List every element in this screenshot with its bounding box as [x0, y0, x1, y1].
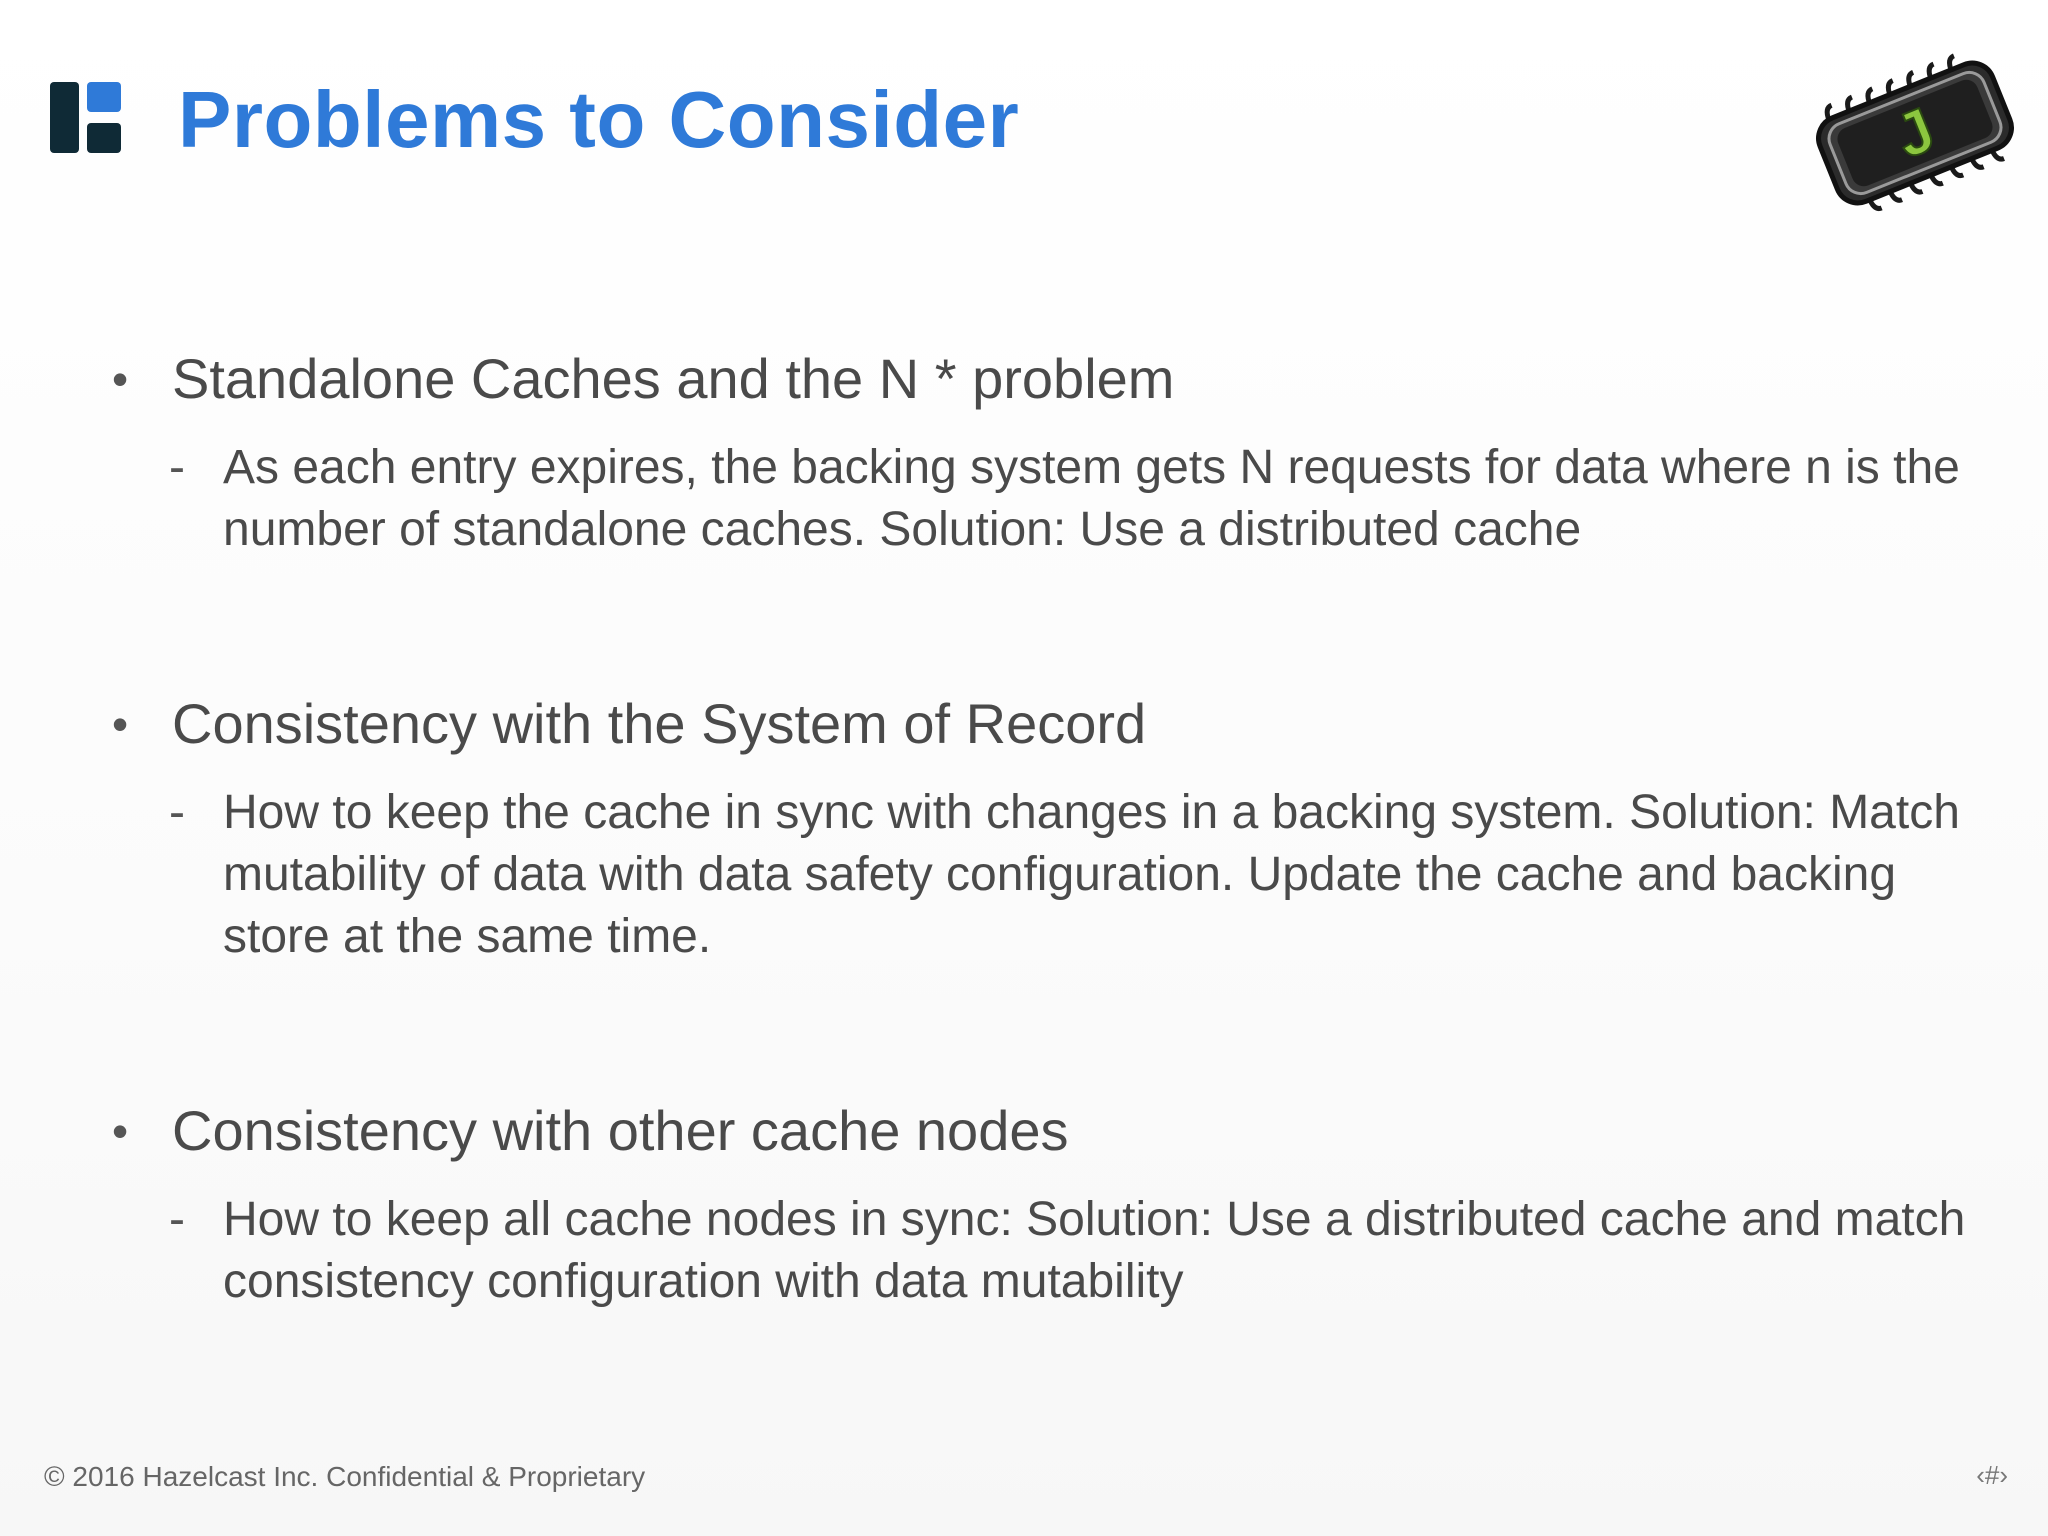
bullet-item [112, 690, 1983, 758]
chip-letter: J [1886, 95, 1945, 172]
footer-copyright: © 2016 Hazelcast Inc. Confidential & Proprietary [44, 1461, 646, 1492]
sub-bullet-dash: - [169, 786, 185, 839]
sub-bullet-text: As each entry expires, the backing system gets N requests for data where n is the number of standalone caches. Solution: Use a distributed cache [223, 441, 1960, 556]
bullet-text: Standalone Caches and the N * problem [172, 347, 1175, 410]
slide-number: ‹#› [1976, 1460, 2008, 1490]
bullet-group-3 [112, 1097, 1983, 1313]
bullet-group-2 [112, 690, 1983, 968]
bullet-item [112, 1097, 1983, 1165]
sub-bullet-item [112, 1189, 1983, 1313]
bullet-dot-icon: • [112, 698, 129, 750]
sub-bullet-text: How to keep the cache in sync with changes in a backing system. Solution: Match mutability of data with data safety configuration. Update the cache and backing store at the same time. [223, 786, 1960, 963]
bullet-group-1 [112, 345, 1983, 561]
sub-bullet-item [112, 437, 1983, 561]
bullet-dot-icon: • [112, 353, 129, 405]
java-chip-icon [1800, 48, 2030, 218]
bullet-item [112, 345, 1983, 413]
bullet-text: Consistency with other cache nodes [172, 1099, 1069, 1162]
slide-title: Problems to Consider [178, 75, 1020, 164]
bullet-text: Consistency with the System of Record [172, 692, 1147, 755]
hazelcast-logo-icon [50, 82, 121, 153]
sub-bullet-item [112, 782, 1983, 968]
sub-bullet-dash: - [169, 1193, 185, 1246]
sub-bullet-text: How to keep all cache nodes in sync: Solution: Use a distributed cache and match consistency configuration with data mutability [223, 1193, 1966, 1308]
sub-bullet-dash: - [169, 441, 185, 494]
bullet-dot-icon: • [112, 1105, 129, 1157]
